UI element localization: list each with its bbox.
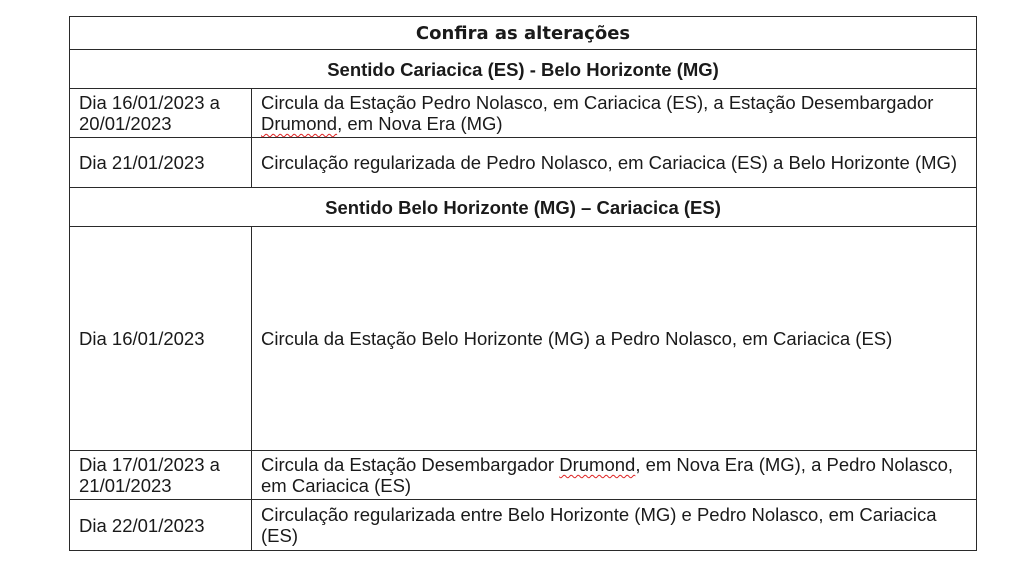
table-row xyxy=(70,500,977,551)
date-cell: Dia 16/01/2023 xyxy=(70,227,252,451)
description-cell: Circula da Estação Belo Horizonte (MG) a Pedro Nolasco, em Cariacica (ES) xyxy=(252,227,977,451)
date-cell: Dia 17/01/2023 a 21/01/2023 xyxy=(70,451,252,500)
spellcheck-flagged-word: Drumond xyxy=(261,113,338,134)
section-header-row xyxy=(70,50,977,89)
description-cell: Circulação regularizada entre Belo Horizonte (MG) e Pedro Nolasco, em Cariacica (ES) xyxy=(252,500,977,551)
description-cell xyxy=(252,451,977,500)
title-row xyxy=(70,17,977,50)
schedule-table xyxy=(69,16,977,551)
section-header-row xyxy=(70,188,977,227)
description-text: , em Nova Era (MG) xyxy=(337,113,503,134)
table-row xyxy=(70,227,977,451)
date-cell: Dia 16/01/2023 a 20/01/2023 xyxy=(70,89,252,138)
description-text: , em Nova Era (MG), a Pedro Nolasco, em Cariacica (ES) xyxy=(261,454,954,496)
table-title: Confira as alterações xyxy=(70,17,977,50)
description-cell: Circulação regularizada de Pedro Nolasco, em Cariacica (ES) a Belo Horizonte (MG) xyxy=(252,138,977,188)
date-cell: Dia 21/01/2023 xyxy=(70,138,252,188)
description-text: Circula da Estação Desembargador xyxy=(261,454,560,475)
date-cell: Dia 22/01/2023 xyxy=(70,500,252,551)
description-text: Circula da Estação Pedro Nolasco, em Cariacica (ES), a Estação Desembargador xyxy=(261,92,934,113)
table-row xyxy=(70,138,977,188)
section-heading-cariacica-bh: Sentido Cariacica (ES) - Belo Horizonte (MG) xyxy=(70,50,977,89)
table-row xyxy=(70,451,977,500)
table-row xyxy=(70,89,977,138)
description-cell xyxy=(252,89,977,138)
spellcheck-flagged-word: Drumond xyxy=(559,454,636,475)
section-heading-bh-cariacica: Sentido Belo Horizonte (MG) – Cariacica (ES) xyxy=(70,188,977,227)
